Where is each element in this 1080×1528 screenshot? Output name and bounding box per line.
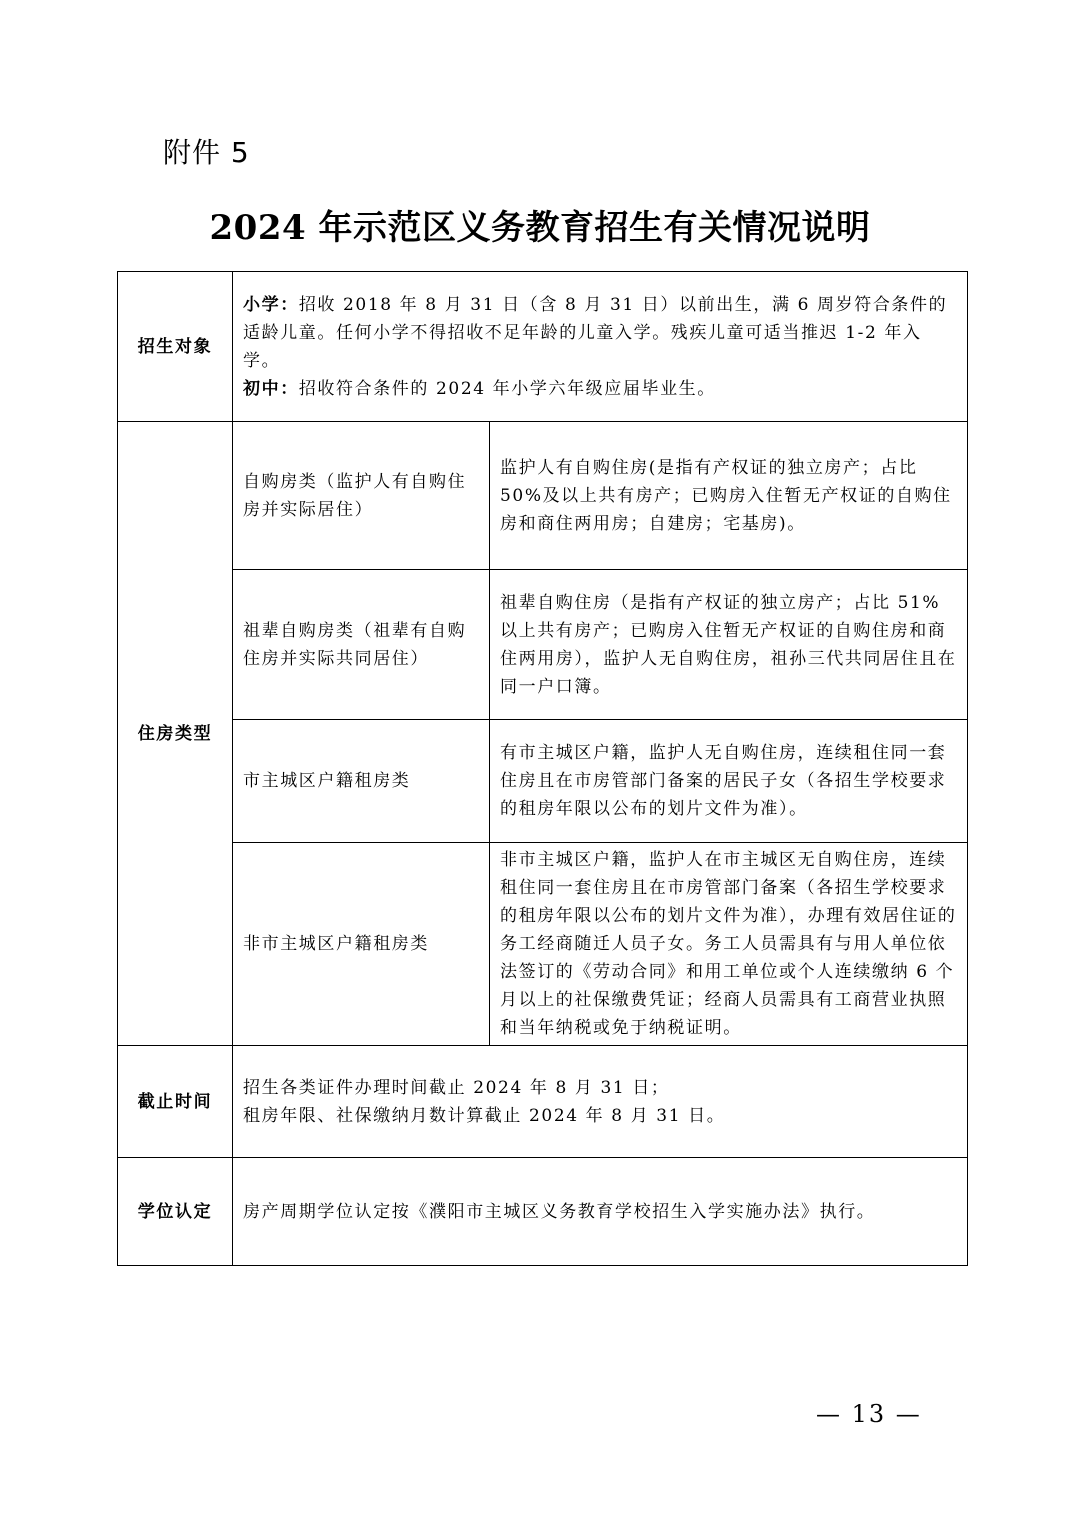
table-row-degree (118, 1158, 968, 1266)
primary-school-paragraph (243, 291, 957, 375)
housing-type-1: 自购房类（监护人有自购住房并实际居住） (233, 422, 490, 570)
deadline-line-2: 租房年限、社保缴纳月数计算截止 2024 年 8 月 31 日。 (243, 1105, 726, 1126)
primary-school-text: 招收 2018 年 8 月 31 日（含 8 月 31 日）以前出生，满 6 周岁符合条件的适龄儿童。任何小学不得招收不足年龄的儿童入学。残疾儿童可适当推迟 1-2 年入学。 (243, 294, 948, 371)
table-row-housing-3 (118, 720, 968, 843)
housing-desc-4: 非市主城区户籍，监护人在市主城区无自购住房，连续租住同一套住房且在市房管部门备案（各招生学校要求的租房年限以公布的划片文件为准），办理有效居住证的务工经商随迁人员子女。务工人员需具有与用人单位依法签订的《劳动合同》和用工单位或个人连续缴纳 6 个月以上的社保缴费凭证；经商人员需具有工商营业执照和当年纳税或免于纳税证明。 (490, 843, 968, 1046)
table-row-housing-1 (118, 422, 968, 570)
page-number: — 13 — (816, 1400, 922, 1428)
housing-desc-3: 有市主城区户籍，监护人无自购住房，连续租住同一套住房且在市房管部门备案的居民子女（各招生学校要求的租房年限以公布的划片文件为准）。 (490, 720, 968, 843)
label-degree-recognition: 学位认定 (118, 1158, 233, 1266)
label-enrollment-target: 招生对象 (118, 272, 233, 422)
junior-school-label: 初中： (243, 378, 299, 399)
housing-desc-2: 祖辈自购住房（是指有产权证的独立房产；占比 51%以上共有房产；已购房入住暂无产权证的自购住房和商住两用房），监护人无自购住房，祖孙三代共同居住且在同一户口簿。 (490, 570, 968, 720)
enrollment-info-table (117, 271, 968, 1266)
table-row-housing-2 (118, 570, 968, 720)
page-title: 2024 年示范区义务教育招生有关情况说明 (209, 208, 871, 248)
table-row-housing-4 (118, 843, 968, 1046)
deadline-line-1: 招生各类证件办理时间截止 2024 年 8 月 31 日； (243, 1077, 670, 1098)
housing-type-4: 非市主城区户籍租房类 (233, 843, 490, 1046)
housing-desc-1: 监护人有自购住房(是指有产权证的独立房产；占比 50%及以上共有房产；已购房入住暂无产权证的自购住房和商住两用房；自建房；宅基房)。 (490, 422, 968, 570)
attachment-label: 附件 5 (163, 136, 250, 169)
housing-type-2: 祖辈自购房类（祖辈有自购住房并实际共同居住） (233, 570, 490, 720)
primary-school-label: 小学： (243, 294, 299, 315)
enrollment-target-content (233, 272, 968, 422)
junior-school-paragraph (243, 375, 957, 403)
table-row-enrollment-target (118, 272, 968, 422)
junior-school-text: 招收符合条件的 2024 年小学六年级应届毕业生。 (298, 378, 716, 399)
deadline-content (233, 1046, 968, 1158)
degree-recognition-text: 房产周期学位认定按《濮阳市主城区义务教育学校招生入学实施办法》执行。 (233, 1158, 968, 1266)
label-deadline: 截止时间 (118, 1046, 233, 1158)
label-housing-type: 住房类型 (118, 422, 233, 1046)
table-row-deadline (118, 1046, 968, 1158)
housing-type-3: 市主城区户籍租房类 (233, 720, 490, 843)
